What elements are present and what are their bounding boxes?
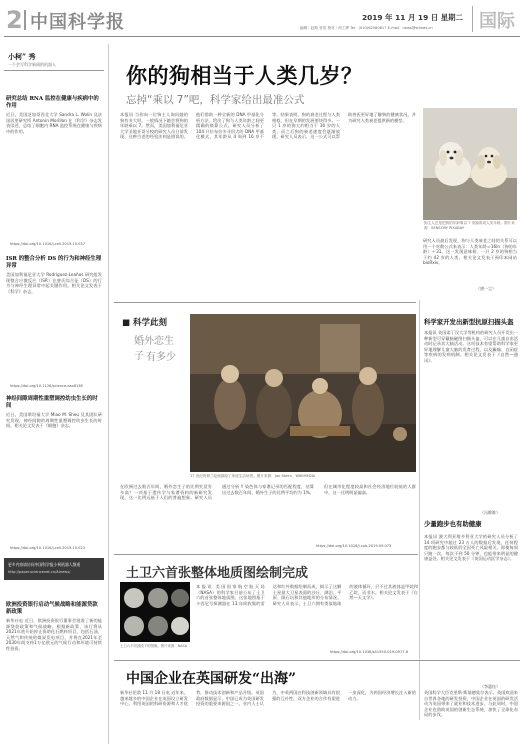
editors-line: 编辑｜赵路 晋浩 校对｜何工烨 Tel：(010)62580617 E-mail：news@stimes.cn [300,26,433,30]
sidebar-ad-box[interactable] [4,558,104,580]
masthead [0,0,524,40]
titan-article-link[interactable]: https://doi.org/10.1038/s41550-019-0917-6 [330,650,409,654]
science-corner-bullet: ■ [122,318,133,328]
newspaper-logo: 中国科学报 [30,12,125,33]
left-sidebar [4,50,104,746]
main-headline: 你的狗相当于人类几岁？ [126,63,363,88]
sidebar-ad-line1: 更多内容请访问中国科学报小柯机器人频道 [8,562,81,567]
science-corner-box [120,304,180,472]
science-corner-title-line2: 有多少 [146,352,176,363]
section-label [472,6,520,32]
right-sidebar1-title: 科学家开发出新型抗原扫描头盔 [424,318,514,326]
main-article-author: （唐一尘） [476,286,496,291]
sidebar-ad-line2[interactable]: http://paper.sciencenet.cn/AInews/ [8,570,71,574]
sidebar-article1-link[interactable]: https://doi.org/10.1016/j.cell.2019.10.037 [10,242,86,246]
right-sidebar1-author: （冯维维） [480,510,500,515]
right-sidebar1-body: 本报讯 英国诺丁汉大学等机构的研究人员开发出一种新型可穿戴脑磁图扫描头盔，可以在儿童自由活动时记录其大脑活动。这项技术有望帮助科学家更好地理解儿童大脑的发育过程，以及癫痫、自闭症等疾病的发病机制。相关论文发表于《自然—通讯》。 [424,330,518,363]
sidebar-article1-title: 研究总结 RNA 监控在健康与疾病中的作用 [6,96,99,109]
main-article-right-column: 研究人员最后发现，狗与人类衰老之间的关系可以用一个对数公式来表示：人类年龄＝16ln（狗的年龄）＋31。这一发现意味着，一只 2 岁的狗相当于约 42 岁的人类。相关论文发表于预印本网站 bioRxiv。 [423,238,517,266]
section-label-text: 国际 [479,11,515,32]
sidebar-article4-body: 新华社电 近日，欧洲投资银行董事会批准了新的能源贷款政策和气候战略。根据新政策，该行将从2021年底开始停止资助化石燃料项目，包括石油、天然气和传统的煤炭发电项目，并将在2021年至2030年间支持1万亿欧元的气候行动和环境可持续性投资。 [6,618,102,651]
right-sidebar2-body: 本报讯 澳大利亚维多利亚大学的研究人员分析了 14 项研究中超过 23 万人的数据后发现，任何程度的跑步都与较低的全因死亡风险相关。即使每周只跑一次，每次不到 50 分钟，也能带来明显的健康益处。相关论文发表于《英国运动医学杂志》。 [424,534,518,562]
dog-photo-caption: 狗主人总是把狗的年龄乘以 7 来换算成人类年龄。图片来源：SENSORY PIXABAY [424,221,515,230]
sidebar-article2-body: 美国加利福尼亚大学 Rodríguez-Leaños 研究组发现整合应激反应（ISR）在唐氏综合征（DS）的行为与神经生理异常中起关键作用。相关论文发表于《科学》杂志。 [6,272,102,294]
issue-date: 2019 年 11 月 19 日 星期二 [362,13,463,22]
sidebar-article3-body: 近日，美国斯坦福大学 Miao M. Sheu 及其团队研究发现，神经间隙的周期性重塑调控幼虫生长的时间。相关论文发表于《细胞》杂志。 [6,412,102,429]
sidebar-article3-link[interactable]: https://doi.org/10.1016/j.cell.2019.10.023 [10,546,86,550]
painting-photo-caption: 17 世纪的荷兰绘画描绘了家庭生活场景。图片来源：Jan Steen，WIKIMEDIA [190,474,316,478]
right-sidebar2-title: 少量跑步也有助健康 [424,520,482,528]
bottom-article-body: 新华社伦敦 11 月 18 日电 近年来，越来越多的中国企业在英国设立研发中心，利用英国的科研资源和人才优势，推动技术创新和产品升级。英国政府数据显示，中国已成为英国研发投资的重要来源国之一。业内人士认为，中英两国在科技创新领域具有很强的互补性，双方企业的合作有望进一步深化，为两国经济增长注入新的动力。 [120,690,416,707]
right-sidebar2-author: （李惠钰） [480,684,500,689]
titan-photo [120,582,190,642]
dog-photo [423,108,517,220]
science-corner-label [122,316,167,328]
sidebar-article2-title: ISR 的整合分析 DS 的行为和神经生理异常 [6,256,102,269]
section-divider-bar [24,10,26,30]
sidebar-article3-title: 神经间隙周期性重塑调控幼虫生长的时间 [6,396,98,409]
sidebar-article1-body: 近日，美国芝加哥西北大学 Sandra L. Wolin 及法国居里研究所 Antonin Morillon 在《科学》杂志发表综述，总结了细胞内 RNA 监控系统在健康与疾病中的作用。 [6,112,102,134]
painting-illustration [190,314,416,472]
column-subtitle: 一个会写科学新闻的机器人 [8,62,56,67]
main-article-body: 本报讯 当你向一位狗主人询问她的狗有多大时，一般情况下她会将狗的年龄乘以 7。然而，美国加利福尼亚大学圣地亚哥分校的研究人员日前发现，这种古老的经验法则是错误的。他们借助一种全新的 DNA 甲基化分析方法，给出了狗与人类年龄之间更精确的换算公式。研究人员分析了 104 只拉布拉多寻回犬的 DNA 甲基化模式，其年龄从 4 周到 16 岁不等。结果表明，狗的衰老过程与人类相似，但在早期的发展要快得多。一只 1 岁的狗大约相当于 30 岁的人类，而之后狗的衰老速度会逐渐放缓。研究人员表示，这一公式可以帮助兽医更好地了解狗的健康状况，并为研究人类衰老提供新的模型。 [120,112,416,140]
main-subheadline: 忘掉“乘以 7”吧，科学家给出最准公式 [126,94,305,106]
science-corner-label-text: 科学此刻 [133,318,168,328]
science-corner-link[interactable]: https://doi.org/10.1016/j.cub.2019.09.075 [316,544,392,548]
dog-illustration [423,108,517,220]
painting-photo [190,314,416,472]
science-corner-body: 在欧洲过去数百年间，婚外恋生子的比例究竟有多高？一项基于遗传学与家谱资料的新研究发现，这一比例远低于人们的普遍想象。研究人员通过分析 Y 染色体与家谱记录的匹配程度，估算出过去数百年间，婚外生子的比例平均约为 1%，但在城市化程度较高和社会经济地位较低的人群中，这一比例明显偏高。 [120,484,416,501]
titan-photo-caption: 土卫六不同波段下的图像。图片来源：NASA [120,644,188,648]
titan-article-body: 本报讯 美国国家航空航天局（NASA）的科学家日前公布了土卫六的首张整体地质图。这张地图基于卡西尼号探测器在 13 年间收集的雷达和红外数据绘制而成，揭示了这颗土星最大卫星表面的沙丘、湖泊、平原、陨石坑和其他地形的分布情况。研究人员表示，土卫六拥有类似地球的液体循环，只不过其液体是甲烷和乙烷，而非水。相关论文发表于《自然—天文学》。 [196,584,418,606]
sidebar-article2-link[interactable]: https://doi.org/10.1126/science.aax8185 [10,384,84,388]
science-corner-title-line1: 婚外恋生子 [134,336,174,362]
titan-illustration [120,582,190,642]
titan-headline: 土卫六首张整体地质图绘制完成 [126,566,309,581]
page-number: 2 [6,6,23,34]
sidebar-article4-title: 欧洲投资银行启动气候战略和能源贷款新政策 [6,602,98,615]
bottom-article-right-column: 英国科学大臣克里斯·斯基德莫尔表示，英国欢迎来自世界各地的研发投资，中国企业在英国的研发活动为英国带来了就业和技术进步。与此同时，中国企业也借助英国的创新生态系统，加快了全球化布局的步伐。 [424,690,518,718]
column-title: 小柯” 秀 [8,52,36,61]
bottom-headline: 中国企业在英国研发“出海” [126,671,297,687]
